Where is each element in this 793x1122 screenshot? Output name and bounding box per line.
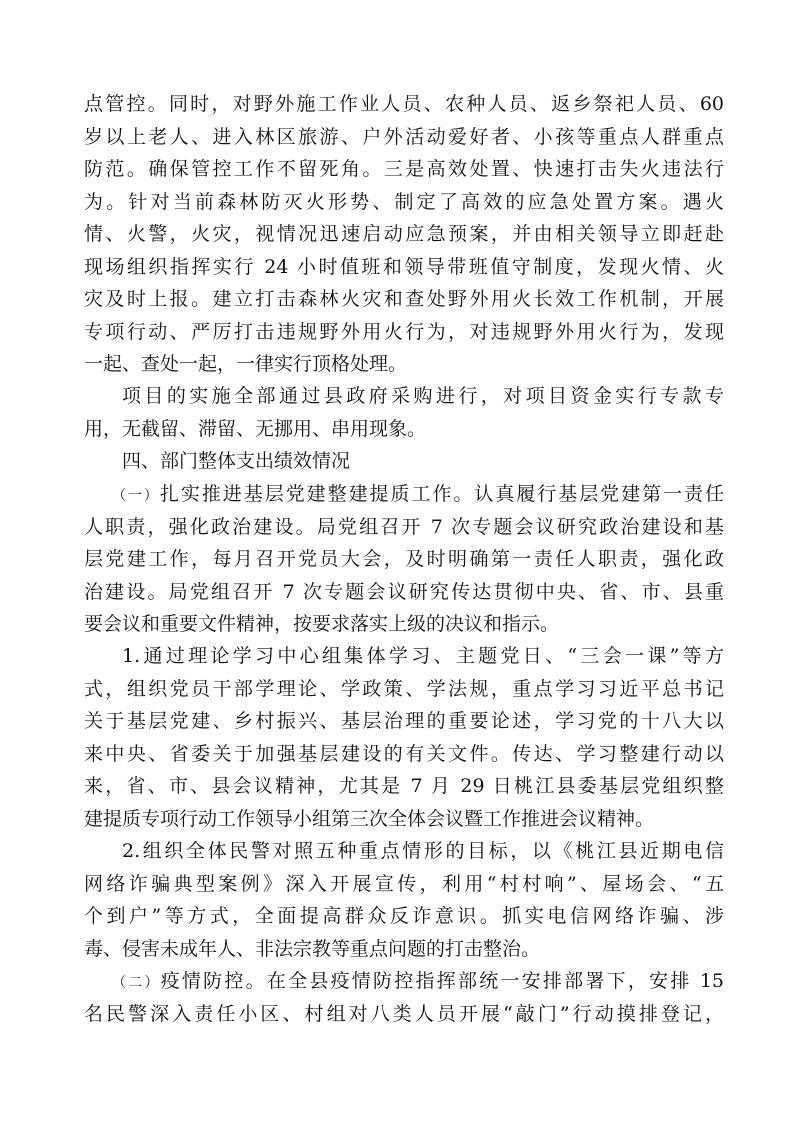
text-line: 岁以上老人、进入林区旅游、户外活动爱好者、小孩等重点人群重点 <box>84 125 724 148</box>
text-line: 情、火警，火灾，视情况迅速启动应急预案，并由相关领导立即赶赴 <box>84 223 724 245</box>
text-line: 1.通过理论学习中心组集体学习、主题党日、“三会一课”等方 <box>122 645 724 667</box>
item-number-prefix: （一） <box>112 488 160 504</box>
text-line: 毒、侵害未成年人、非法宗教等重点问题的打击整治。 <box>84 937 541 960</box>
text-line: 来中央、省委关于加强基层建设的有关文件。传达、学习整建行动以 <box>84 742 724 765</box>
item-number-prefix: （二） <box>112 975 161 991</box>
paragraph-theory-study <box>84 640 724 835</box>
text-line: 治建设。局党组召开 7 次专题会议研究传达贯彻中央、省、市、县重 <box>84 580 724 603</box>
paragraph-anti-fraud <box>84 835 724 965</box>
text-line: 灾及时上报。建立打击森林火灾和查处野外用火长效工作机制，开展 <box>84 288 724 310</box>
paragraph-party-building <box>84 478 724 641</box>
text-line: 点管控。同时，对野外施工作业人员、农种人员、返乡祭祀人员、60 <box>84 93 724 115</box>
text-line: 人职责，强化政治建设。局党组召开 7 次专题会议研究政治建设和基 <box>84 515 724 538</box>
text-line: 名民警深入责任小区、村组对八类人员开展“敲门”行动摸排登记， <box>84 1002 724 1025</box>
text-line: 来，省、市、县会议精神，尤其是 7 月 29 日桃江县委基层党组织整 <box>84 775 724 797</box>
paragraph-fire-control <box>84 88 724 381</box>
item-title: 扎实推进基层党建整建提质工作。认真履行基层党建第一责任 <box>159 483 724 505</box>
paragraph-epidemic-control <box>84 965 724 1030</box>
text-line <box>84 478 724 511</box>
text-line: 建提质专项行动工作领导小组第三次全体会议暨工作推进会议精神。 <box>84 807 655 830</box>
text-line: 用，无截留、滞留、无挪用、串用现象。 <box>84 417 427 440</box>
section-heading <box>84 445 724 478</box>
text-line: 关于基层党建、乡村振兴、基层治理的重要论述，学习党的十八大以 <box>84 710 724 732</box>
item-title: 疫情防控。在全县疫情防控指挥部统一安排部署下，安排 15 <box>160 970 725 992</box>
text-line: 一起、查处一起，一律实行顶格处理。 <box>84 353 408 375</box>
text-line: 专项行动、严厉打击违规野外用火行为，对违规野外用火行为，发现 <box>84 320 724 343</box>
text-line: 层党建工作，每月召开党员大会，及时明确第一责任人职责，强化政 <box>84 548 724 570</box>
text-line: 防范。确保管控工作不留死角。三是高效处置、快速打击失火违法行 <box>84 158 724 180</box>
section-heading-text: 四、部门整体支出绩效情况 <box>122 450 351 472</box>
text-line: 项目的实施全部通过县政府采购进行，对项目资金实行专款专 <box>122 385 724 407</box>
text-line: 要会议和重要文件精神，按要求落实上级的决议和指示。 <box>84 613 560 635</box>
text-line: 2.组织全体民警对照五种重点情形的目标，以《桃江县近期电信 <box>122 840 724 862</box>
text-line: 网络诈骗典型案例》深入开展宣传，利用“村村响”、屋场会、“五 <box>84 872 724 895</box>
text-line <box>84 965 724 998</box>
text-line: 个到户”等方式，全面提高群众反诈意识。抓实电信网络诈骗、涉 <box>84 905 724 927</box>
text-line: 式，组织党员干部学理论、学政策、学法规，重点学习习近平总书记 <box>84 677 724 700</box>
text-line: 为。针对当前森林防灭火形势、制定了高效的应急处置方案。遇火 <box>84 190 724 213</box>
text-line: 现场组织指挥实行 24 小时值班和领导带班值守制度，发现火情、火 <box>84 255 724 278</box>
paragraph-procurement <box>84 380 724 445</box>
